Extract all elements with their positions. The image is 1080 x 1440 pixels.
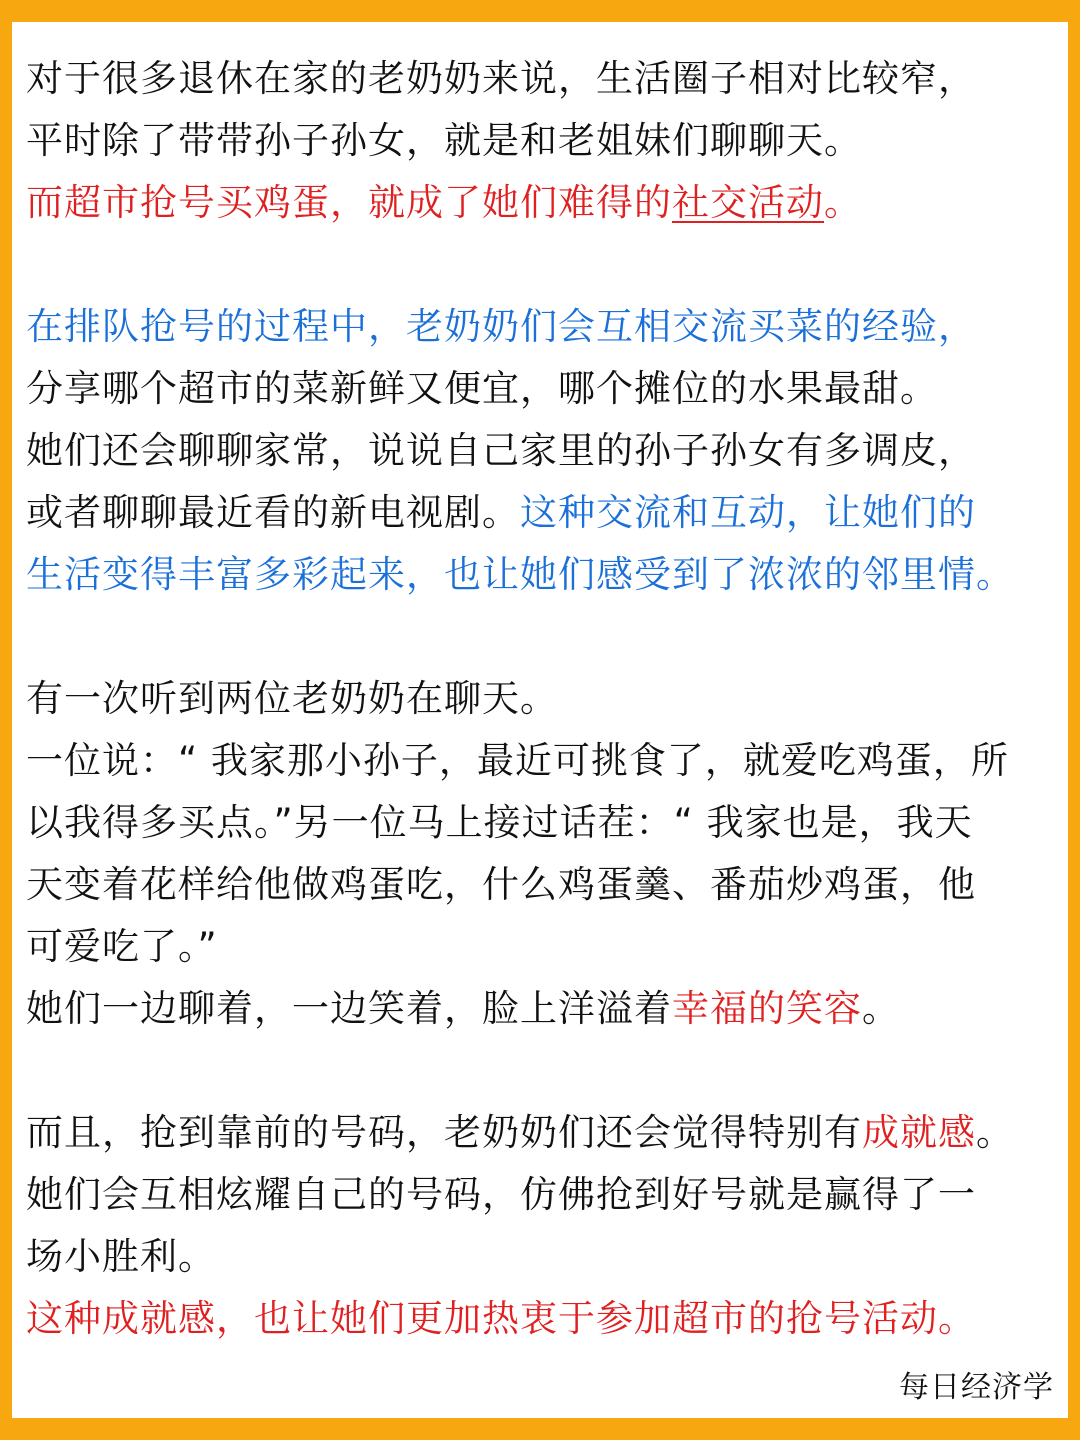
punctuation: 。 [976,1111,1014,1154]
article-card [12,22,1068,1418]
punctuation: 。 [824,181,862,224]
plain-text: 她们一边聊着，一边笑着，脸上洋溢着 [26,987,672,1030]
highlight-text: 而超市抢号买鸡蛋，就成了她们难得的 [26,181,672,224]
text-line: 分享哪个超市的菜新鲜又便宜，哪个摊位的水果最甜。 [26,367,938,410]
brand-signature: 每日经济学 [899,1370,1054,1405]
paragraph-3 [26,668,1066,1040]
text-line: 对于很多退休在家的老奶奶来说，生活圈子相对比较窄， [26,57,976,100]
text-line: 她们会互相炫耀自己的号码，仿佛抢到好号就是赢得了一 [26,1173,976,1216]
text-line: 以我得多买点。”另一位马上接过话茬：“ 我家也是，我天 [26,801,973,844]
plain-text: 而且，抢到靠前的号码，老奶奶们还会觉得特别有 [26,1111,862,1154]
text-line: 天变着花样给他做鸡蛋吃，什么鸡蛋羹、番茄炒鸡蛋，他 [26,863,976,906]
highlight-line: 生活变得丰富多彩起来，也让她们感受到了浓浓的邻里情。 [26,553,1014,596]
highlight-line: 在排队抢号的过程中，老奶奶们会互相交流买菜的经验， [26,305,976,348]
highlight-text: 这种交流和互动，让她们的 [520,491,976,534]
text-line: 平时除了带带孙子孙女，就是和老姐妹们聊聊天。 [26,119,862,162]
highlight-text: 成就感 [862,1111,976,1154]
text-line: 场小胜利。 [26,1235,216,1278]
paragraph-2 [26,296,1066,606]
mixed-line [26,1102,1066,1164]
text-line: 一位说：“ 我家那小孙子，最近可挑食了，就爱吃鸡蛋，所 [26,739,1009,782]
text-line: 她们还会聊聊家常，说说自己家里的孙子孙女有多调皮， [26,429,976,472]
paragraph-4 [26,1102,1066,1350]
article-body [26,48,1066,1412]
plain-text: 或者聊聊最近看的新电视剧。 [26,491,520,534]
highlight-line: 这种成就感，也让她们更加热衷于参加超市的抢号活动。 [26,1297,976,1340]
text-line: 有一次听到两位老奶奶在聊天。 [26,677,558,720]
highlight-line [26,172,1066,234]
text-line: 可爱吃了。” [26,925,218,968]
mixed-line [26,978,1066,1040]
paragraph-1 [26,48,1066,234]
underlined-phrase: 社交活动 [672,181,824,224]
punctuation: 。 [862,987,900,1030]
highlight-text: 幸福的笑容 [672,987,862,1030]
mixed-line [26,482,1066,544]
